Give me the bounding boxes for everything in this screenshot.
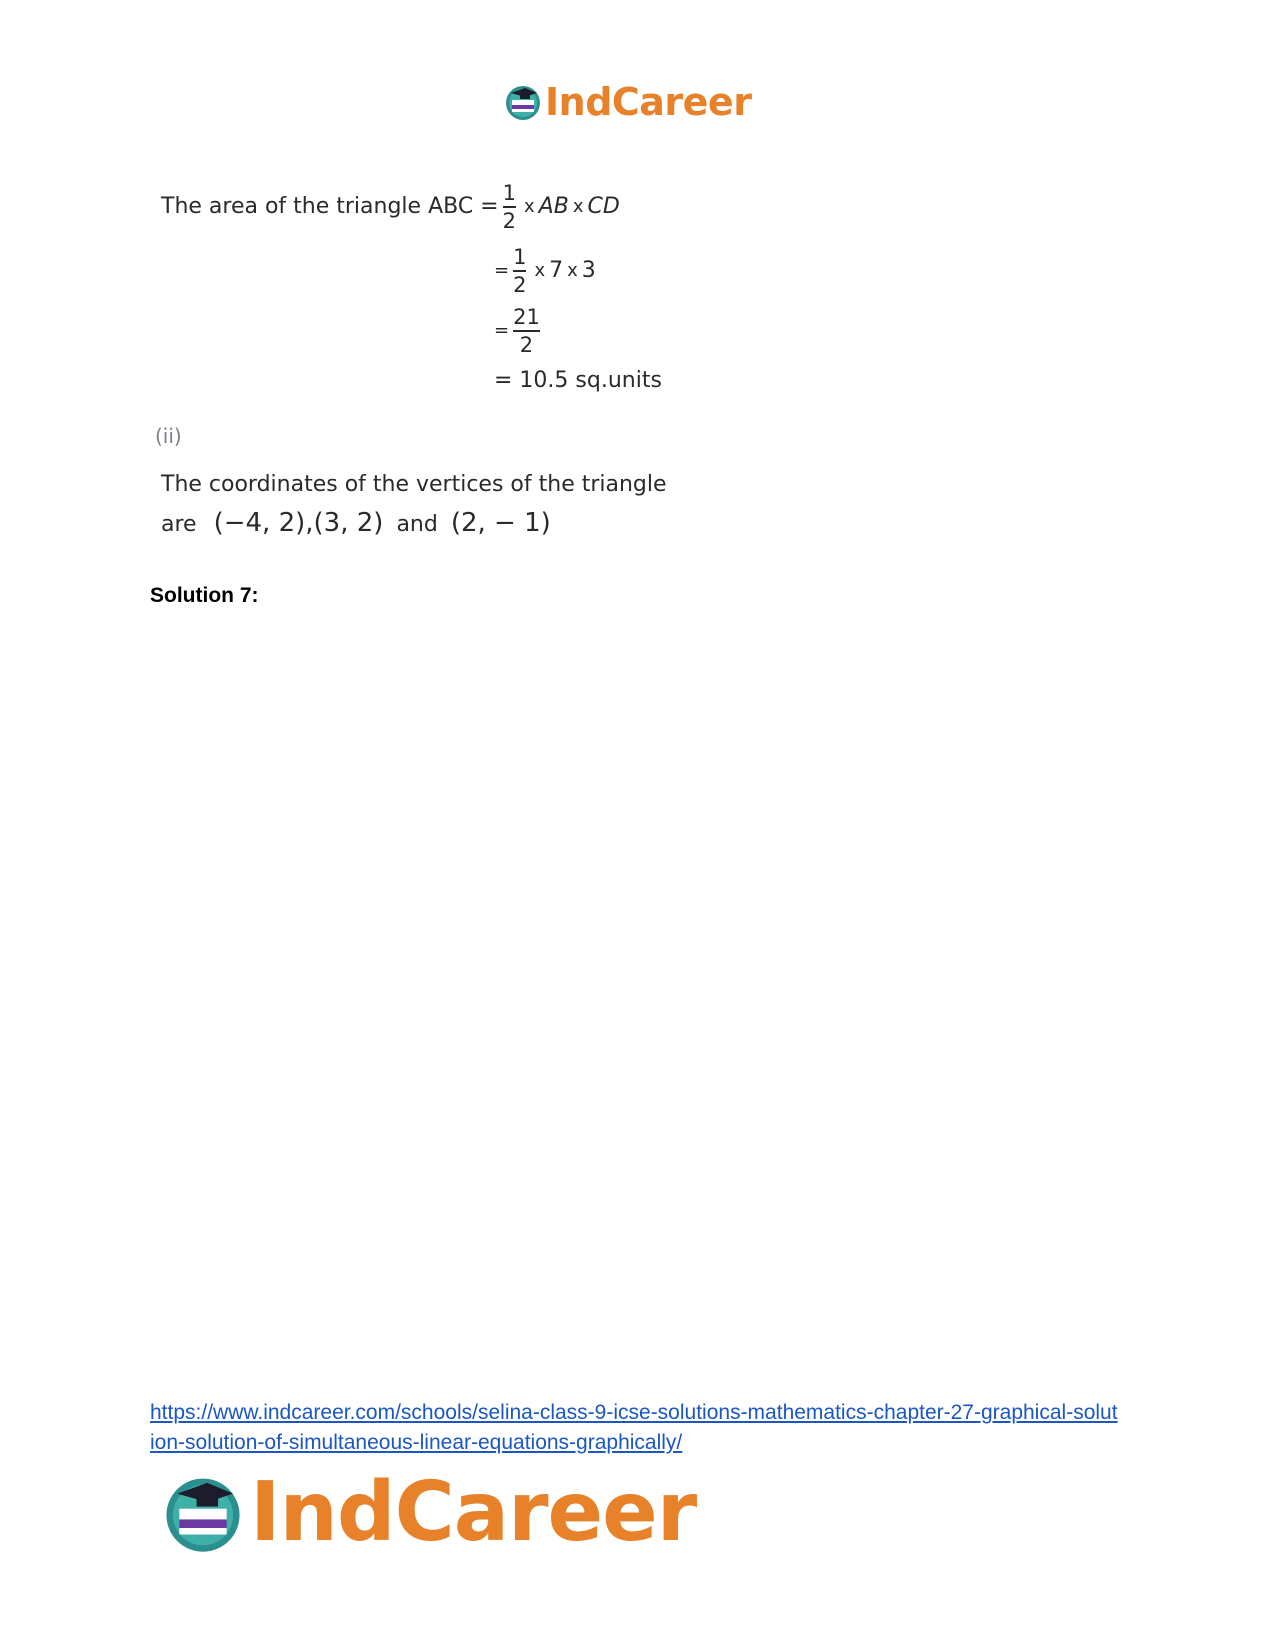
times-sign: x	[567, 260, 578, 282]
graduation-globe-icon	[160, 1470, 246, 1556]
equals-sign: =	[494, 320, 510, 342]
fraction-denominator: 2	[513, 272, 527, 297]
area-formula-prefix: The area of the triangle ABC =	[161, 194, 499, 220]
side-ab: AB	[538, 194, 569, 220]
graduation-globe-icon	[503, 82, 543, 122]
coordinates-are: are	[161, 512, 197, 537]
vertex-1: (−4, 2)	[213, 508, 306, 538]
half-fraction	[503, 181, 516, 233]
area-fraction-line	[494, 305, 544, 357]
vertex-3: (2, − 1)	[450, 508, 551, 538]
fraction-denominator: 2	[502, 208, 516, 233]
area-result-line: = 10.5 sq.units	[494, 368, 662, 393]
side-cd: CD	[587, 194, 620, 220]
area-substitution-line	[494, 245, 596, 297]
fraction-bar	[503, 206, 516, 208]
times-sign: x	[524, 196, 535, 218]
times-sign: x	[572, 196, 584, 218]
result-fraction	[513, 305, 540, 357]
header-logo	[503, 82, 751, 122]
vertex-2: (3, 2)	[313, 508, 384, 538]
header-logo-text: IndCareer	[545, 80, 752, 124]
solution-heading: Solution 7:	[150, 584, 259, 607]
vertex-separator: ,	[305, 508, 314, 538]
coordinates-and: and	[396, 512, 438, 537]
equals-sign: =	[494, 260, 510, 282]
part-label: (ii)	[155, 424, 182, 448]
footer-logo	[160, 1465, 697, 1560]
fraction-numerator: 21	[513, 305, 540, 329]
coordinates-values	[161, 508, 551, 538]
source-link[interactable]: https://www.indcareer.com/schools/selina-class-9-icse-solutions-mathematics-chapter-27-graphical-solution-solution-of-simultaneous-linear-equations-graphically/	[150, 1401, 1118, 1454]
value-seven: 7	[549, 258, 564, 284]
times-sign: x	[534, 260, 546, 282]
value-three: 3	[581, 258, 596, 284]
area-formula-line	[161, 181, 620, 233]
coordinates-sentence: The coordinates of the vertices of the triangle	[161, 472, 667, 497]
fraction-bar	[513, 270, 526, 272]
fraction-bar	[513, 330, 540, 332]
fraction-numerator: 1	[513, 245, 527, 269]
footer-logo-text: IndCareer	[250, 1465, 697, 1560]
fraction-denominator: 2	[519, 332, 534, 357]
half-fraction	[513, 245, 526, 297]
fraction-numerator: 1	[502, 181, 516, 205]
